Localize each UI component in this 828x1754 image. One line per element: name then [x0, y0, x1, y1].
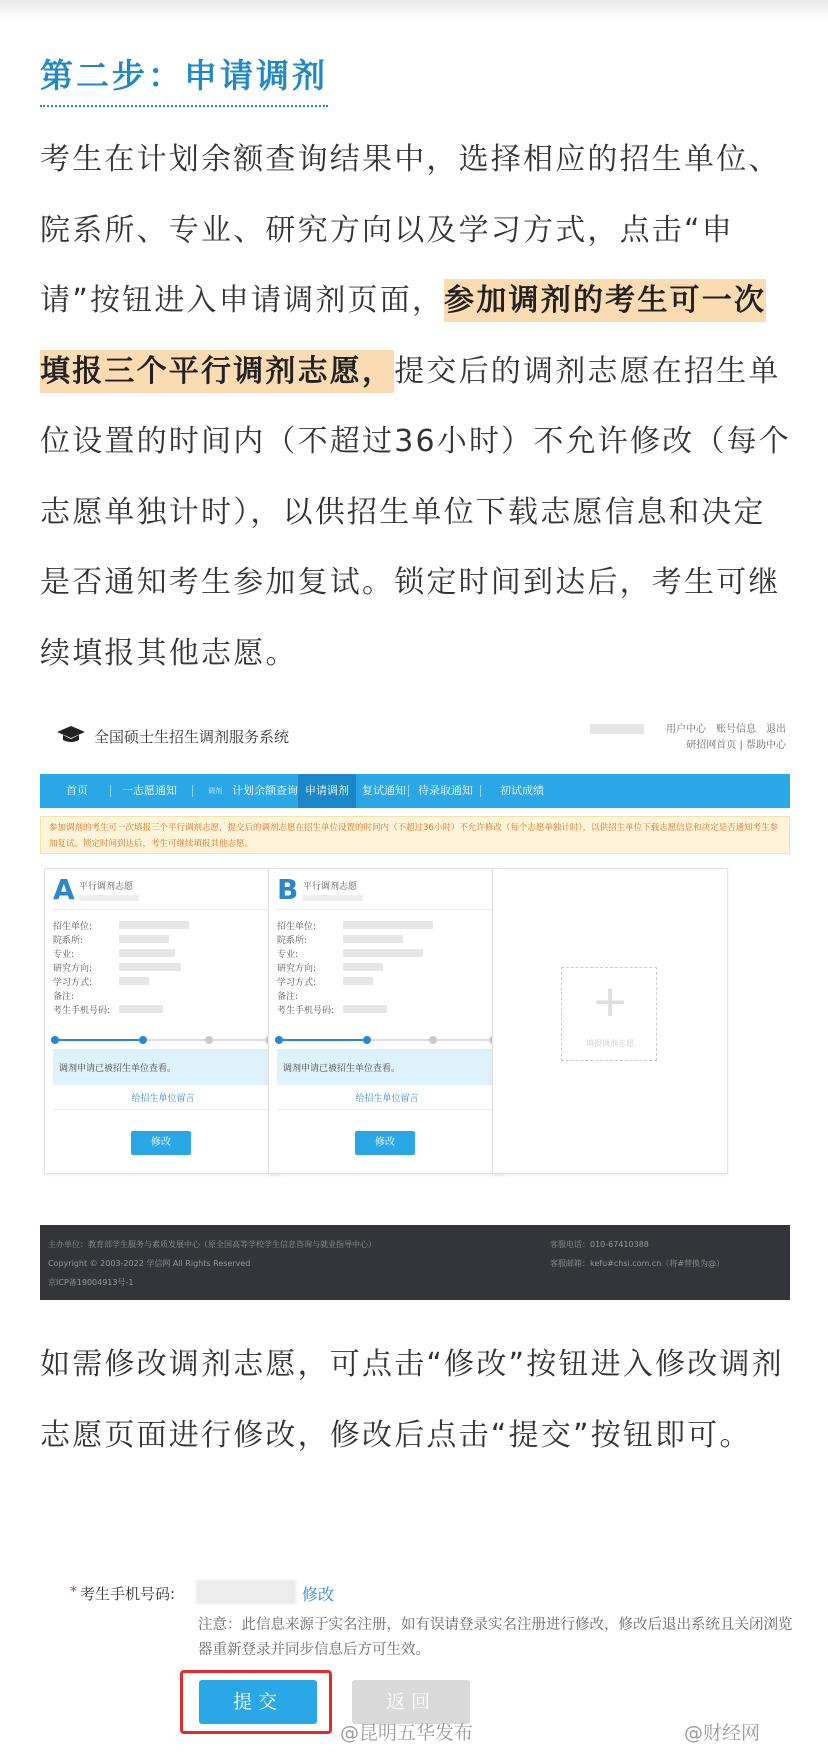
- blurred-value: [119, 1005, 163, 1013]
- link-logout[interactable]: 退出: [766, 724, 786, 735]
- blurred-value: [343, 935, 403, 943]
- divider: [277, 909, 495, 910]
- choice-card-a: [44, 868, 280, 1174]
- blurred-value: [119, 935, 169, 943]
- status-box: 调剂申请已被招生单位查看。: [277, 1049, 495, 1085]
- message-link[interactable]: 给招生单位留言: [355, 1094, 419, 1104]
- field-label-dept: 院系所:: [53, 936, 84, 946]
- highlighted-text: 参加调剂的考生可一次填报三个平行调剂志愿，: [40, 279, 766, 393]
- field-label-phone: 考生手机号码:: [277, 1006, 335, 1016]
- field-label-major: 专业:: [53, 950, 75, 960]
- blurred-value: [343, 1005, 387, 1013]
- field-label-remark: 备注:: [53, 992, 75, 1002]
- watermark-weibo-1: @昆明五华发布: [340, 1722, 474, 1744]
- system-footer: [40, 1225, 790, 1300]
- step-heading: 第二步：申请调剂: [40, 50, 328, 107]
- footer-email: 客服邮箱：kefu#chsi.com.cn（将#替换为@）: [550, 1259, 725, 1268]
- link-user-center[interactable]: 用户中心: [666, 724, 706, 735]
- paragraph-apply: [40, 125, 792, 689]
- nav-retest-notice[interactable]: 复试通知: [362, 784, 406, 797]
- footer-host: 主办单位：教育部学生服务与素质发展中心（原全国高等学校学生信息咨询与就业指导中心）: [48, 1240, 376, 1249]
- footer-phone: 客服电话：010-67410388: [550, 1240, 649, 1249]
- watermark-weibo-2: @财经网: [684, 1722, 761, 1744]
- notice-text: 注意：此信息来源于实名注册，如有误请登录实名注册进行修改，修改后退出系统且关闭浏览器重新登录并同步信息后方可生效。: [198, 1617, 793, 1658]
- edit-button[interactable]: 修改: [355, 1131, 415, 1155]
- nav-adjust[interactable]: 调剂: [208, 787, 222, 795]
- progress-dot: [275, 1036, 283, 1044]
- footer-icp[interactable]: 京ICP备19004913号-1: [48, 1278, 134, 1287]
- field-label-direction: 研究方向:: [53, 964, 93, 974]
- submit-button[interactable]: 提交: [199, 1680, 317, 1724]
- field-label-dept: 院系所:: [277, 936, 308, 946]
- paragraph-text: 考生在计划余额查询结果中，选择相应的招生单位、院系所、专业、研究方向以及学习方式，点击“申请”按钮进入申请调剂页面，: [40, 142, 781, 318]
- system-title: 全国硕士生招生调剂服务系统: [94, 728, 290, 746]
- field-label-unit: 招生单位:: [53, 922, 93, 932]
- paragraph-text-rest: 提交后的调剂志愿在招生单位设置的时间内（不超过36小时）不允许修改（每个志愿单独计时），以供招生单位下载志愿信息和决定是否通知考生参加复试。锁定时间到达后，考生可继续填报其他志愿。: [40, 353, 791, 671]
- add-choice-label: 填报调剂志愿: [586, 1039, 634, 1048]
- nav-separator: [192, 785, 193, 797]
- card-letter: B: [277, 873, 299, 906]
- blurred-value: [343, 921, 433, 929]
- link-home-help[interactable]: 研招网首页 | 帮助中心: [686, 740, 786, 751]
- progress-dot: [363, 1036, 371, 1044]
- back-button[interactable]: 返回: [352, 1680, 470, 1724]
- blurred-text: [79, 895, 139, 901]
- divider: [277, 1109, 495, 1110]
- notice-banner: 参加调剂的考生可一次填报三个平行调剂志愿，提交后的调剂志愿在招生单位设置的时间内（不超过36小时）不允许修改（每个志愿单独计时），以供招生单位下载志愿信息和决定是否通知考生参加复试。锁定时间到达后，考生可继续填报其他志愿。: [40, 816, 790, 854]
- phone-label: 考生手机号码:: [80, 1585, 176, 1603]
- blurred-value: [119, 949, 175, 957]
- divider: [53, 1109, 271, 1110]
- field-label-mode: 学习方式:: [53, 978, 93, 988]
- nav-scores[interactable]: 初试成绩: [500, 784, 544, 797]
- username-blur: [590, 724, 644, 734]
- progress-dot: [51, 1036, 59, 1044]
- field-label-major: 专业:: [277, 950, 299, 960]
- graduation-cap-icon: [56, 724, 86, 744]
- nav-separator: [110, 785, 111, 797]
- phone-value-blurred: [196, 1580, 296, 1604]
- choice-card-b: [268, 868, 504, 1174]
- nav-bar: [40, 774, 790, 808]
- nav-apply-adjust[interactable]: 申请调剂: [298, 774, 356, 808]
- nav-separator: [408, 785, 409, 797]
- required-mark: *: [70, 1584, 77, 1600]
- card-letter: A: [53, 873, 75, 906]
- field-label-direction: 研究方向:: [277, 964, 317, 974]
- system-header: [40, 700, 790, 770]
- message-link[interactable]: 给招生单位留言: [131, 1094, 195, 1104]
- blurred-value: [343, 963, 383, 971]
- progress-fill: [53, 1039, 143, 1041]
- nav-separator: [480, 785, 481, 797]
- blurred-value: [343, 977, 373, 985]
- edit-button[interactable]: 修改: [131, 1131, 191, 1155]
- card-subtitle: 平行调剂志愿: [79, 882, 134, 892]
- progress-dot: [205, 1036, 213, 1044]
- nav-home[interactable]: 首页: [66, 784, 88, 797]
- blurred-value: [119, 977, 149, 985]
- add-choice-box[interactable]: [561, 967, 657, 1061]
- field-label-remark: 备注:: [277, 992, 299, 1002]
- plus-icon: +: [591, 976, 629, 1027]
- blurred-value: [343, 949, 423, 957]
- paragraph-modify: 如需修改调剂志愿，可点击“修改”按钮进入修改调剂志愿页面进行修改，修改后点击“提交”按钮即可。: [40, 1347, 784, 1453]
- blurred-text: [303, 895, 363, 901]
- header-links: [590, 722, 786, 754]
- link-account[interactable]: 账号信息: [716, 724, 756, 735]
- progress-dot: [429, 1036, 437, 1044]
- embedded-screenshot: [40, 700, 790, 1300]
- blurred-value: [119, 921, 189, 929]
- field-label-mode: 学习方式:: [277, 978, 317, 988]
- top-fade: [0, 0, 828, 22]
- footer-copyright: Copyright © 2003-2022 学信网 All Rights Reserved: [48, 1259, 251, 1268]
- blurred-value: [119, 963, 181, 971]
- divider: [53, 909, 271, 910]
- progress-fill: [277, 1039, 367, 1041]
- nav-admit-notice[interactable]: 待录取通知: [418, 784, 473, 797]
- field-label-unit: 招生单位:: [277, 922, 317, 932]
- nav-quota-query[interactable]: 计划余额查询: [232, 784, 298, 797]
- phone-edit-link[interactable]: 修改: [302, 1585, 335, 1604]
- nav-first-choice[interactable]: 一志愿通知: [122, 784, 177, 797]
- field-label-phone: 考生手机号码:: [53, 1006, 111, 1016]
- progress-dot: [139, 1036, 147, 1044]
- add-choice-card[interactable]: [492, 868, 728, 1174]
- status-box: 调剂申请已被招生单位查看。: [53, 1049, 271, 1085]
- card-subtitle: 平行调剂志愿: [303, 882, 358, 892]
